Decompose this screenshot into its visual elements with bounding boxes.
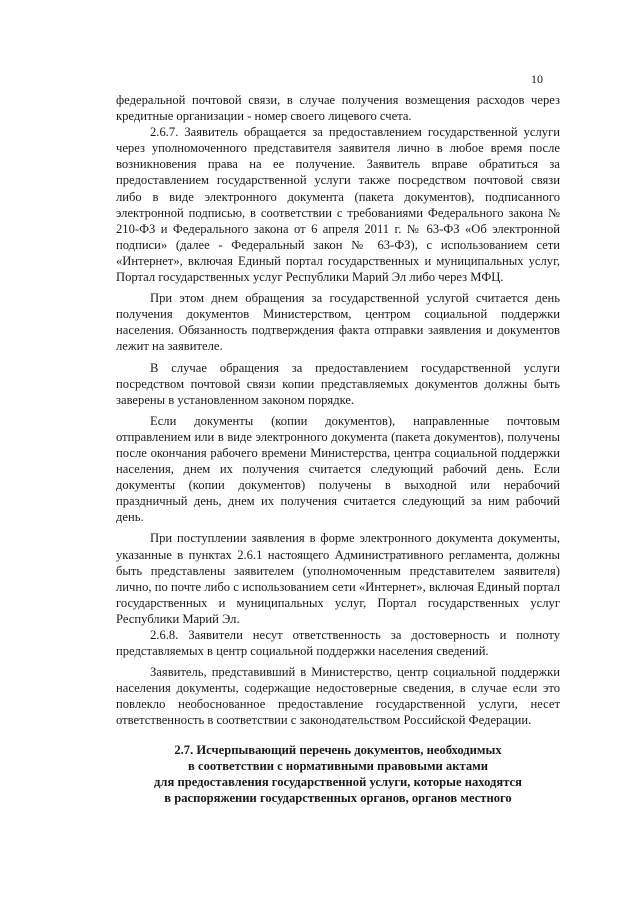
heading-line: в распоряжении государственных органов, органов местного: [164, 791, 512, 806]
paragraph-continued: федеральной почтовой связи, в случае получения возмещения расходов через кредитные организации - номер своего лицевого счета.: [116, 93, 560, 124]
paragraph-liability: Заявитель, представивший в Министерство, центр социальной поддержки населения документы, содержащие недостоверные сведения, в случае если это повлекло необоснованное предоставление государственной услуги, несет ответственность в соответствии с законодательством Российской Федерации.: [116, 665, 560, 728]
section-heading-2-7: [116, 742, 560, 806]
document-body: [116, 92, 560, 729]
heading-line: в соответствии с нормативными правовыми актами: [188, 759, 488, 774]
heading-line: для предоставления государственной услуги, которые находятся: [154, 775, 522, 790]
paragraph-filing-day: При этом днем обращения за государственной услугой считается день получения документов Министерством, центром социальной поддержки населения. Обязанность подтверждения факта отправки заявления и документов лежит на заявителе.: [116, 291, 560, 354]
paragraph-2-6-8: 2.6.8. Заявители несут ответственность за достоверность и полноту представляемых в центр социальной поддержки населения сведений.: [116, 628, 560, 659]
paragraph-electronic-application: При поступлении заявления в форме электронного документа документы, указанные в пунктах 2.6.1 настоящего Административного регламента, должны быть представлены заявителем (уполномоченным представителем заявителя) лично, по почте либо с использованием сети «Интернет», включая Единый портал государственных и муниципальных услуг, Портал государственных услуг Республики Марий Эл.: [116, 531, 560, 626]
paragraph-2-6-7: 2.6.7. Заявитель обращается за предоставлением государственной услуги через уполномоченного представителя заявителя лично в любое время после возникновения права на ее получение. Заявитель вправе обратиться за предоставлением государственной услуги также посредством почтовой связи либо в виде электронного документа (пакета документов), подписанного электронной подписью, в соответствии с требованиями Федерального закона № 210-ФЗ и Федерального закона от 6 апреля 2011 г. № 63-ФЗ «Об электронной подписи» (далее - Федеральный закон № 63-ФЗ), с использованием сети «Интернет», включая Единый портал государственных и муниципальных услуг, Портал государственных услуг Республики Марий Эл либо через МФЦ.: [116, 125, 560, 285]
page-number: 10: [531, 72, 543, 86]
heading-line: 2.7. Исчерпывающий перечень документов, необходимых: [174, 743, 502, 757]
paragraph-postal-copies: В случае обращения за предоставлением государственной услуги посредством почтовой связи копии представляемых документов должны быть заверены в установленном законом порядке.: [116, 360, 560, 407]
paragraph-after-hours: Если документы (копии документов), направленные почтовым отправлением или в виде электронного документа (пакета документов), получены после окончания рабочего времени Министерства, центра социальной поддержки населения, днем их получения считается следующий рабочий день. Если документы (копии документов) получены в выходной или нерабочий праздничный день, днем их получения считается следующий за ним рабочий день.: [116, 413, 560, 525]
